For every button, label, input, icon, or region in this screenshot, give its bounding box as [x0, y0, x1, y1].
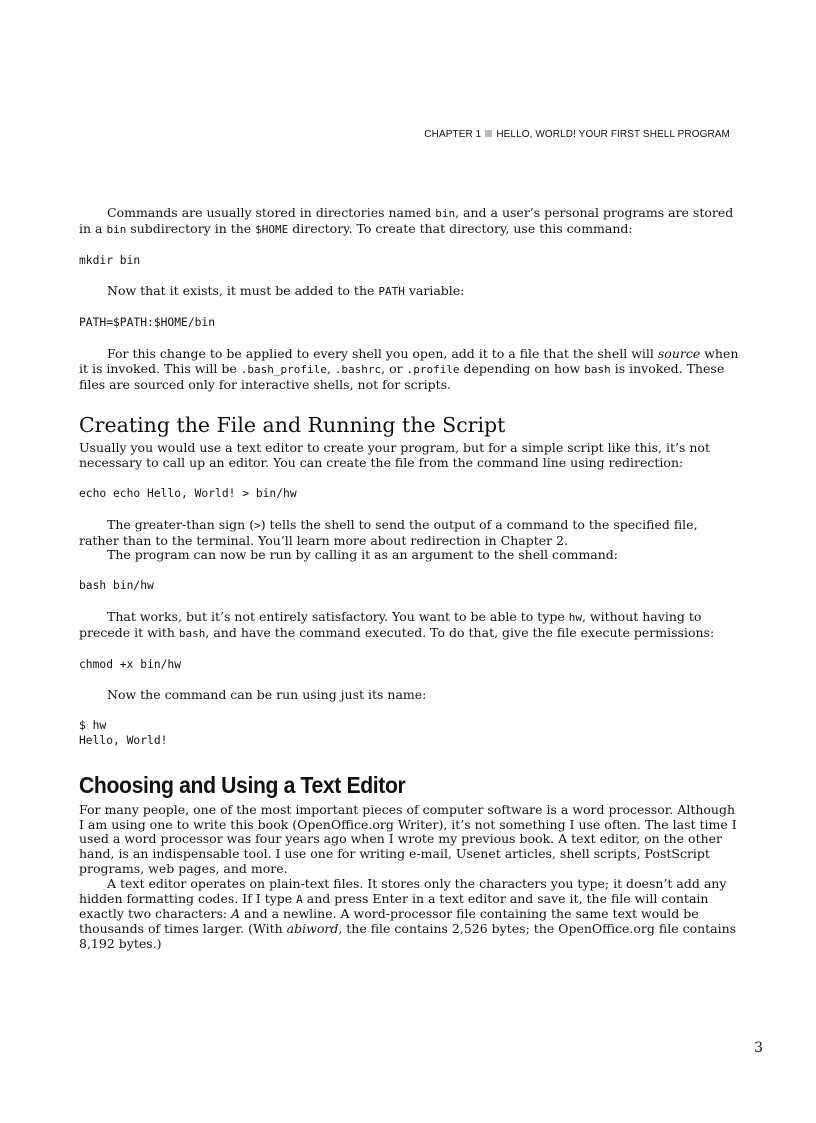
text: and a newline. A word-processor file containing the same text would be thousands of times larger. (With [79, 906, 699, 937]
paragraph-source-files [79, 347, 739, 392]
text: ) tells the shell to send the output of a command to the specified file, rather than to the terminal. You’ll learn more about redirection in Chapter 2. [79, 516, 698, 548]
text: For this change to be applied to every shell you open, add it to a file that the shell will [107, 345, 658, 361]
separator-square-icon [485, 130, 492, 137]
text: The greater-than sign ( [107, 516, 255, 532]
text: variable: [404, 283, 465, 299]
paragraph-run-program: The program can now be run by calling it as an argument to the shell command: [107, 547, 619, 563]
text: , the file contains 2,526 bytes; the OpenOffice.org file contains 8,192 bytes.) [79, 921, 737, 951]
emphasis: source [657, 345, 701, 361]
inline-code: bash [178, 626, 206, 640]
inline-code: bin [435, 207, 456, 220]
inline-code: .profile [406, 362, 460, 376]
text: depending on how [459, 360, 585, 376]
text: , and a user’s personal programs are stored in a [79, 205, 734, 236]
inline-code: $HOME [255, 222, 289, 236]
text: and press Enter in a text editor and save it, the file will contain exactly two characters: [79, 890, 709, 922]
text: is invoked. These files are sourced only for interactive shells, not for scripts. [79, 360, 725, 392]
inline-code: bin [106, 222, 127, 236]
inline-code: PATH [378, 285, 405, 299]
paragraph-plain-text [79, 877, 739, 952]
running-head-title: HELLO, WORLD! YOUR FIRST SHELL PROGRAM [496, 129, 730, 140]
paragraph-redirection-intro: Usually you would use a text editor to create your program, but for a simple script like this, it’s not necessary to call up an editor. You can create the file from the command line using redirection: [79, 440, 710, 471]
text: , and have the command executed. To do that, give the file execute permissions: [205, 624, 715, 640]
text: A text editor operates on plain-text files. It stores only the characters you type; it doesn’t add any hidden formatting codes. If I type [79, 875, 727, 906]
running-head [424, 129, 730, 140]
text: Now that it exists, it must be added to the [107, 283, 379, 299]
inline-code: .bashrc [334, 362, 382, 376]
paragraph-greater-than [79, 518, 739, 549]
inline-code: A [296, 892, 303, 906]
code-block-chmod: chmod +x bin/hw [79, 657, 182, 671]
text: when it is invoked. This will be [79, 345, 739, 376]
text: directory. To create that directory, use this command: [288, 220, 633, 236]
paragraph-bin-directories [79, 206, 739, 238]
text: , [326, 360, 335, 376]
text: subdirectory in the [126, 220, 256, 236]
inline-code: .bash_profile [240, 362, 327, 376]
section-heading-creating-file: Creating the File and Running the Script [79, 413, 506, 438]
emphasis: abiword [286, 921, 339, 937]
code-block-path: PATH=$PATH:$HOME/bin [79, 316, 216, 330]
page-body [79, 206, 739, 952]
code-block-echo: echo echo Hello, World! > bin/hw [79, 486, 297, 500]
text: That works, but it’s not entirely satisfactory. You want to be able to type [107, 608, 569, 624]
paragraph-run-by-name: Now the command can be run using just its name: [107, 687, 427, 703]
paragraph-execute-permissions [79, 610, 739, 642]
emphasis: A [231, 906, 241, 922]
inline-code: > [254, 518, 261, 532]
inline-code: bash [584, 362, 611, 376]
page-number: 3 [754, 1040, 763, 1056]
code-block-mkdir: mkdir bin [79, 253, 141, 267]
code-block-bash: bash bin/hw [79, 579, 154, 593]
paragraph-path-variable [79, 284, 739, 300]
text: Commands are usually stored in directories named [107, 205, 436, 220]
section-heading-text-editor: Choosing and Using a Text Editor [79, 771, 406, 798]
running-head-chapter: CHAPTER 1 [424, 129, 482, 140]
paragraph-word-processor: For many people, one of the most important pieces of computer software is a word processor. Although I am using one to write this book (OpenOffice.org Writer), it’s not something I use often. The last time I used a word processor was four years ago when I wrote my previous book. A text editor, on the other hand, is an indispensable tool. I use one for writing e-mail, Usenet articles, shell scripts, PostScript programs, web pages, and more. [79, 801, 737, 876]
text: , or [381, 360, 407, 376]
text: , without having to precede it with [79, 608, 702, 640]
code-block-hw-output: $ hw Hello, World! [79, 719, 168, 747]
inline-code: hw [568, 610, 582, 624]
